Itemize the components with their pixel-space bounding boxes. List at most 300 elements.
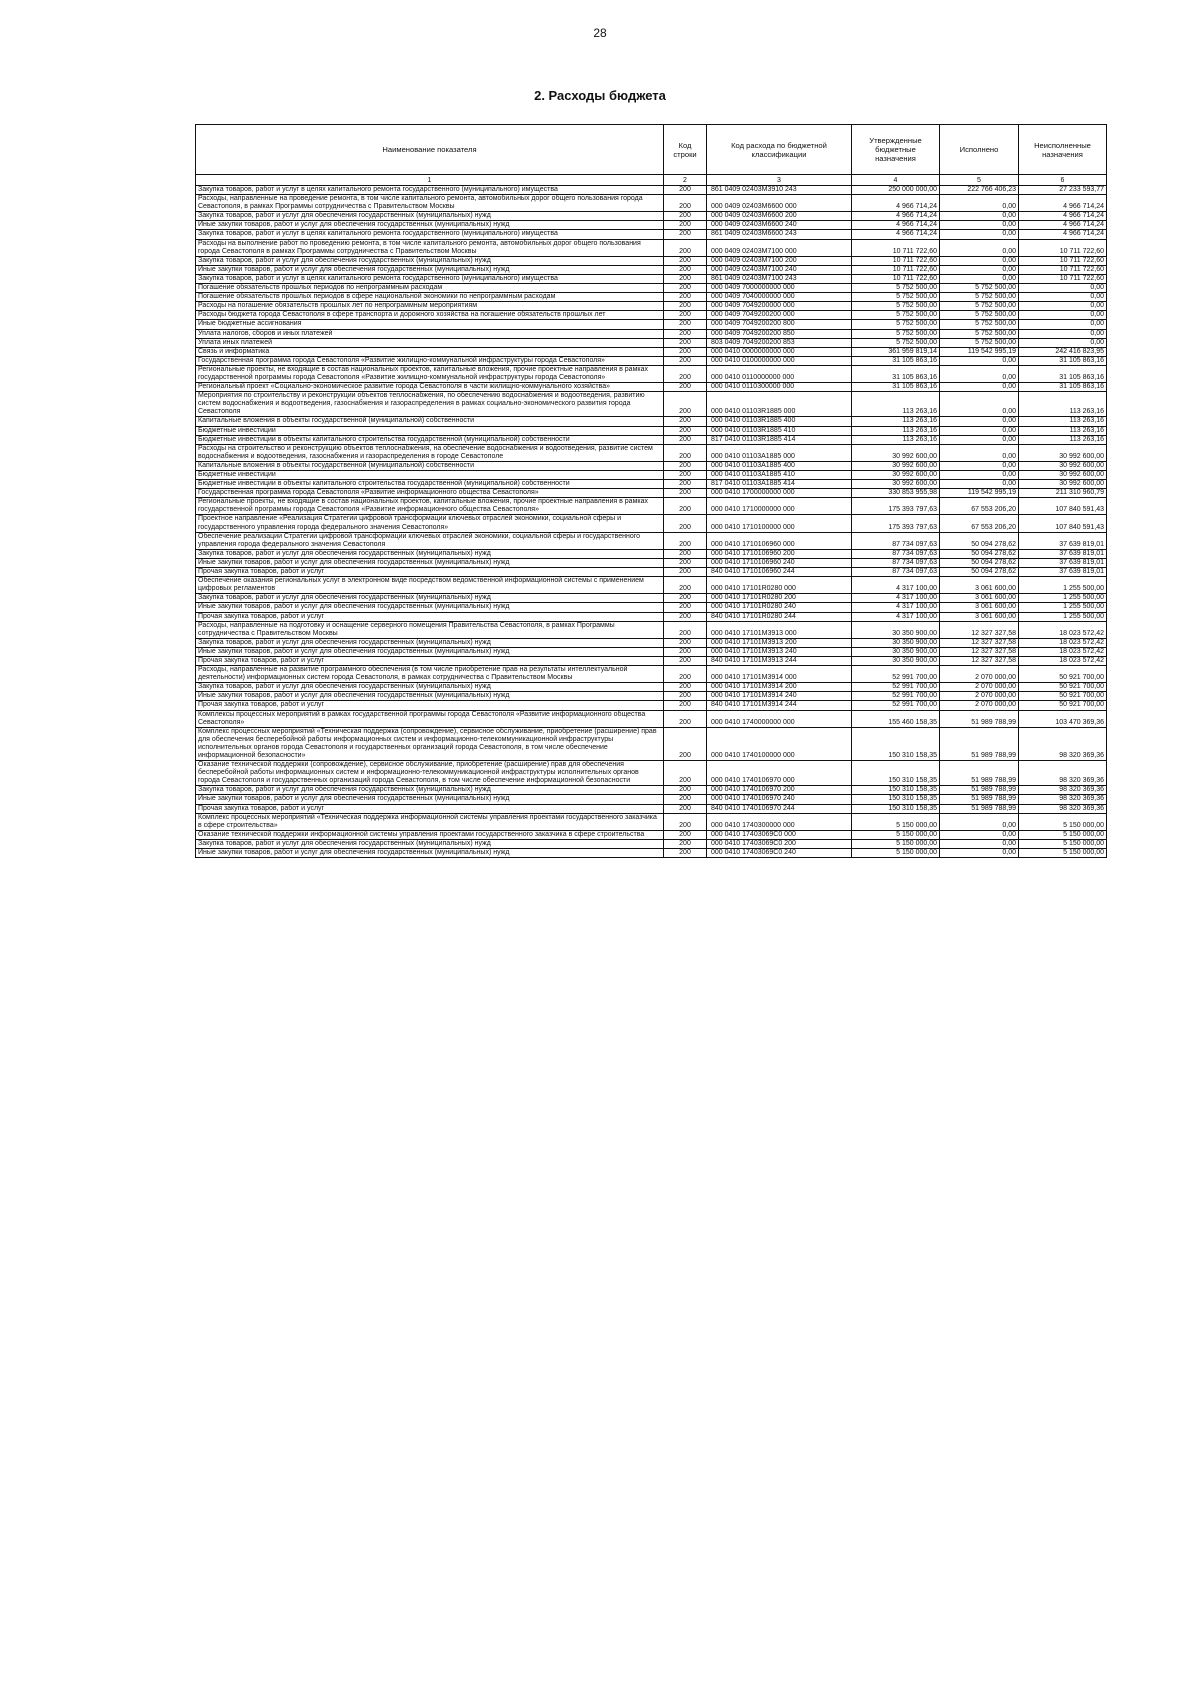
- row-unexecuted: 4 966 714,24: [1019, 230, 1107, 239]
- row-unexecuted: 30 992 600,00: [1019, 480, 1107, 489]
- row-approved: 30 350 900,00: [852, 647, 940, 656]
- row-executed: 5 752 500,00: [940, 293, 1019, 302]
- row-unexecuted: 5 150 000,00: [1019, 849, 1107, 858]
- row-approved: 4 966 714,24: [852, 212, 940, 221]
- row-name: Закупка товаров, работ и услуг в целях капитального ремонта государственного (муниципального) имущества: [196, 230, 664, 239]
- row-code: 200: [664, 612, 707, 621]
- table-row: [196, 612, 1107, 621]
- row-name: Капитальные вложения в объекты государственной (муниципальной) собственности: [196, 417, 664, 426]
- row-approved: 5 150 000,00: [852, 813, 940, 830]
- row-code: 200: [664, 265, 707, 274]
- row-classification-code: 000 0410 01103A1885 400: [707, 461, 852, 470]
- row-code: 200: [664, 435, 707, 444]
- table-row: [196, 347, 1107, 356]
- row-name: Оказание технической поддержки (сопровождение), сервисное обслуживание, приобретение (расширение) прав для обеспечения бесперебойной работы информационных систем и информационно-телекоммуникационной инфраструктуры исполнительных органов города Севастополя и государственных организаций города Севастополя, в том числе обеспечение информационной безопасности: [196, 761, 664, 786]
- row-code: 200: [664, 329, 707, 338]
- row-classification-code: 000 0410 1710106960 000: [707, 532, 852, 549]
- row-code: 200: [664, 444, 707, 461]
- row-classification-code: 000 0410 1700000000 000: [707, 489, 852, 498]
- row-name: Комплекс процессных мероприятий «Техническая поддержка (сопровождение), сервисное обслуживание, приобретение (расширение) прав для обеспечения бесперебойной работы информационных систем и информационно-телекоммуникационной инфраструктуры исполнительных органов города Севастополя и государственных организаций города Севастополя, в том числе обеспечение информационной безопасности»: [196, 727, 664, 760]
- header-budget-classification-code: Код расхода по бюджетной классификации: [707, 125, 852, 175]
- table-row: [196, 603, 1107, 612]
- table-row: [196, 417, 1107, 426]
- row-unexecuted: 50 921 700,00: [1019, 666, 1107, 683]
- row-executed: 3 061 600,00: [940, 603, 1019, 612]
- row-approved: 30 992 600,00: [852, 480, 940, 489]
- row-executed: 5 752 500,00: [940, 284, 1019, 293]
- row-code: 200: [664, 347, 707, 356]
- table-row: [196, 293, 1107, 302]
- row-code: 200: [664, 311, 707, 320]
- table-row: [196, 701, 1107, 710]
- row-approved: 150 310 158,35: [852, 804, 940, 813]
- row-classification-code: 000 0410 1740106970 200: [707, 786, 852, 795]
- row-classification-code: 000 0409 02403M7100 200: [707, 256, 852, 265]
- row-classification-code: 861 0409 02403M7100 243: [707, 274, 852, 283]
- row-name: Закупка товаров, работ и услуг для обеспечения государственных (муниципальных) нужд: [196, 594, 664, 603]
- row-name: Расходы на погашение обязательств прошлых лет по непрограммным мероприятиям: [196, 302, 664, 311]
- row-approved: 30 992 600,00: [852, 461, 940, 470]
- row-code: 200: [664, 239, 707, 256]
- row-unexecuted: 107 840 591,43: [1019, 498, 1107, 515]
- row-classification-code: 000 0410 1710106960 240: [707, 558, 852, 567]
- row-code: 200: [664, 302, 707, 311]
- row-name: Прочая закупка товаров, работ и услуг: [196, 568, 664, 577]
- row-executed: 0,00: [940, 265, 1019, 274]
- row-classification-code: 000 0410 17101M3913 240: [707, 647, 852, 656]
- row-unexecuted: 0,00: [1019, 338, 1107, 347]
- row-code: 200: [664, 621, 707, 638]
- row-code: 200: [664, 221, 707, 230]
- row-unexecuted: 31 105 863,16: [1019, 383, 1107, 392]
- row-name: Обеспечение оказания региональных услуг в электронном виде посредством ведомственной информационной системы с применением цифровых регламентов: [196, 577, 664, 594]
- row-code: 200: [664, 594, 707, 603]
- row-code: 200: [664, 230, 707, 239]
- row-code: 200: [664, 489, 707, 498]
- row-name: Государственная программа города Севастополя «Развитие жилищно-коммунальной инфраструктуры города Севастополя»: [196, 356, 664, 365]
- row-executed: 0,00: [940, 461, 1019, 470]
- row-code: 200: [664, 710, 707, 727]
- row-classification-code: 840 0410 17101R0280 244: [707, 612, 852, 621]
- row-unexecuted: 37 639 819,01: [1019, 558, 1107, 567]
- row-classification-code: 000 0409 02403M7100 240: [707, 265, 852, 274]
- table-row: [196, 265, 1107, 274]
- row-classification-code: 803 0409 7049200200 853: [707, 338, 852, 347]
- table-row: [196, 568, 1107, 577]
- row-unexecuted: 30 992 600,00: [1019, 444, 1107, 461]
- row-executed: 0,00: [940, 256, 1019, 265]
- row-approved: 4 966 714,24: [852, 230, 940, 239]
- row-approved: 30 992 600,00: [852, 444, 940, 461]
- row-unexecuted: 0,00: [1019, 302, 1107, 311]
- row-code: 200: [664, 338, 707, 347]
- row-executed: 0,00: [940, 230, 1019, 239]
- row-code: 200: [664, 212, 707, 221]
- row-classification-code: 000 0409 02403M7100 000: [707, 239, 852, 256]
- row-code: 200: [664, 839, 707, 848]
- row-classification-code: 000 0410 1740000000 000: [707, 710, 852, 727]
- row-classification-code: 861 0409 02403M6600 243: [707, 230, 852, 239]
- row-classification-code: 000 0410 01103R1885 410: [707, 426, 852, 435]
- row-executed: 119 542 995,19: [940, 489, 1019, 498]
- row-approved: 4 317 100,00: [852, 612, 940, 621]
- row-code: 200: [664, 426, 707, 435]
- table-row: [196, 212, 1107, 221]
- row-executed: 0,00: [940, 195, 1019, 212]
- row-unexecuted: 1 255 500,00: [1019, 612, 1107, 621]
- row-unexecuted: 31 105 863,16: [1019, 356, 1107, 365]
- row-executed: 5 752 500,00: [940, 329, 1019, 338]
- row-executed: 0,00: [940, 392, 1019, 417]
- table-row: [196, 666, 1107, 683]
- table-row: [196, 444, 1107, 461]
- row-name: Комплекс процессных мероприятий «Техническая поддержка информационной системы управления проектами государственного заказчика в сфере строительства»: [196, 813, 664, 830]
- row-unexecuted: 0,00: [1019, 329, 1107, 338]
- table-row: [196, 274, 1107, 283]
- column-number: 2: [664, 175, 707, 186]
- row-unexecuted: 10 711 722,60: [1019, 274, 1107, 283]
- row-name: Обеспечение реализации Стратегии цифровой трансформации ключевых отраслей экономики, социальной сферы и государственного управления города федерального значения Севастополя: [196, 532, 664, 549]
- row-name: Бюджетные инвестиции в объекты капитального строительства государственной (муниципальной) собственности: [196, 480, 664, 489]
- row-executed: 51 989 788,99: [940, 761, 1019, 786]
- table-row: [196, 839, 1107, 848]
- column-number: 1: [196, 175, 664, 186]
- row-executed: 2 070 000,00: [940, 692, 1019, 701]
- table-row: [196, 761, 1107, 786]
- table-row: [196, 311, 1107, 320]
- row-code: 200: [664, 568, 707, 577]
- row-code: 200: [664, 647, 707, 656]
- column-number: 3: [707, 175, 852, 186]
- row-unexecuted: 5 150 000,00: [1019, 839, 1107, 848]
- row-approved: 4 317 100,00: [852, 603, 940, 612]
- row-approved: 4 966 714,24: [852, 195, 940, 212]
- row-approved: 87 734 097,63: [852, 549, 940, 558]
- row-executed: 50 094 278,62: [940, 568, 1019, 577]
- row-executed: 0,00: [940, 426, 1019, 435]
- row-approved: 150 310 158,35: [852, 795, 940, 804]
- row-code: 200: [664, 701, 707, 710]
- row-executed: 0,00: [940, 383, 1019, 392]
- row-classification-code: 817 0410 01103A1885 414: [707, 480, 852, 489]
- row-executed: 67 553 206,20: [940, 498, 1019, 515]
- row-unexecuted: 31 105 863,16: [1019, 365, 1107, 382]
- column-number: 5: [940, 175, 1019, 186]
- row-code: 200: [664, 666, 707, 683]
- row-classification-code: 000 0410 1740100000 000: [707, 727, 852, 760]
- row-unexecuted: 0,00: [1019, 320, 1107, 329]
- row-approved: 5 752 500,00: [852, 320, 940, 329]
- row-name: Закупка товаров, работ и услуг для обеспечения государственных (муниципальных) нужд: [196, 638, 664, 647]
- row-approved: 30 992 600,00: [852, 471, 940, 480]
- row-executed: 0,00: [940, 444, 1019, 461]
- table-row: [196, 489, 1107, 498]
- row-approved: 330 853 955,98: [852, 489, 940, 498]
- row-approved: 10 711 722,60: [852, 265, 940, 274]
- table-row: [196, 195, 1107, 212]
- section-title: 2. Расходы бюджета: [534, 88, 666, 103]
- table-row: [196, 284, 1107, 293]
- row-unexecuted: 242 416 823,95: [1019, 347, 1107, 356]
- table-row: [196, 532, 1107, 549]
- row-unexecuted: 37 639 819,01: [1019, 532, 1107, 549]
- row-classification-code: 000 0410 01103R1885 000: [707, 392, 852, 417]
- row-executed: 0,00: [940, 365, 1019, 382]
- row-executed: 50 094 278,62: [940, 532, 1019, 549]
- row-classification-code: 000 0409 7049200000 000: [707, 302, 852, 311]
- table-row: [196, 849, 1107, 858]
- row-unexecuted: 50 921 700,00: [1019, 701, 1107, 710]
- row-name: Иные бюджетные ассигнования: [196, 320, 664, 329]
- table-row: [196, 727, 1107, 760]
- row-unexecuted: 103 470 369,36: [1019, 710, 1107, 727]
- row-unexecuted: 27 233 593,77: [1019, 186, 1107, 195]
- row-code: 200: [664, 638, 707, 647]
- row-unexecuted: 0,00: [1019, 293, 1107, 302]
- row-unexecuted: 10 711 722,60: [1019, 239, 1107, 256]
- row-unexecuted: 50 921 700,00: [1019, 683, 1107, 692]
- table-row: [196, 638, 1107, 647]
- table-row: [196, 392, 1107, 417]
- row-code: 200: [664, 549, 707, 558]
- row-unexecuted: 18 023 572,42: [1019, 621, 1107, 638]
- row-name: Оказание технической поддержки информационной системы управления проектами государственного заказчика в сфере строительства: [196, 830, 664, 839]
- table-row: [196, 710, 1107, 727]
- row-unexecuted: 113 263,16: [1019, 417, 1107, 426]
- row-executed: 67 553 206,20: [940, 515, 1019, 532]
- row-executed: 0,00: [940, 849, 1019, 858]
- row-approved: 150 310 158,35: [852, 786, 940, 795]
- row-executed: 222 766 406,23: [940, 186, 1019, 195]
- row-name: Иные закупки товаров, работ и услуг для обеспечения государственных (муниципальных) нужд: [196, 692, 664, 701]
- row-approved: 361 959 819,14: [852, 347, 940, 356]
- row-code: 200: [664, 692, 707, 701]
- row-executed: 3 061 600,00: [940, 594, 1019, 603]
- row-code: 200: [664, 532, 707, 549]
- row-code: 200: [664, 365, 707, 382]
- row-code: 200: [664, 830, 707, 839]
- row-executed: 0,00: [940, 221, 1019, 230]
- row-approved: 150 310 158,35: [852, 761, 940, 786]
- row-approved: 175 393 797,63: [852, 498, 940, 515]
- row-classification-code: 817 0410 01103R1885 414: [707, 435, 852, 444]
- row-name: Проектное направление «Реализация Стратегии цифровой трансформации ключевых отраслей экономики, социальной сферы и государственного управления города федерального значения Севастополя»: [196, 515, 664, 532]
- row-unexecuted: 4 966 714,24: [1019, 195, 1107, 212]
- row-approved: 175 393 797,63: [852, 515, 940, 532]
- row-code: 200: [664, 761, 707, 786]
- column-number: 4: [852, 175, 940, 186]
- row-name: Расходы на выполнение работ по проведению ремонта, в том числе капитального ремонта, автомобильных дорог общего пользования города Севастополя в рамках Программы сотрудничества с Правительством Москвы: [196, 239, 664, 256]
- table-header-row: [196, 125, 1107, 175]
- row-approved: 4 317 100,00: [852, 594, 940, 603]
- row-unexecuted: 98 320 369,36: [1019, 761, 1107, 786]
- row-name: Расходы, направленные на проведение ремонта, в том числе капитального ремонта, автомобильных дорог общего пользования города Севастополя, в рамках Программы сотрудничества с Правительством Москвы: [196, 195, 664, 212]
- row-name: Расходы бюджета города Севастополя в сфере транспорта и дорожного хозяйства на погашение обязательств прошлых лет: [196, 311, 664, 320]
- row-classification-code: 000 0409 7040000000 000: [707, 293, 852, 302]
- row-approved: 10 711 722,60: [852, 239, 940, 256]
- row-executed: 0,00: [940, 212, 1019, 221]
- row-approved: 113 263,16: [852, 417, 940, 426]
- row-name: Закупка товаров, работ и услуг для обеспечения государственных (муниципальных) нужд: [196, 786, 664, 795]
- row-approved: 52 991 700,00: [852, 666, 940, 683]
- table-row: [196, 577, 1107, 594]
- row-approved: 87 734 097,63: [852, 558, 940, 567]
- row-approved: 113 263,16: [852, 392, 940, 417]
- row-classification-code: 840 0410 1710106960 244: [707, 568, 852, 577]
- row-executed: 51 989 788,99: [940, 710, 1019, 727]
- row-approved: 10 711 722,60: [852, 274, 940, 283]
- row-classification-code: 000 0410 0110300000 000: [707, 383, 852, 392]
- row-classification-code: 000 0409 7049200200 000: [707, 311, 852, 320]
- row-approved: 10 711 722,60: [852, 256, 940, 265]
- row-approved: 5 752 500,00: [852, 293, 940, 302]
- table-row: [196, 515, 1107, 532]
- header-unexecuted-appropriations: Неисполненные назначения: [1019, 125, 1107, 175]
- row-name: Региональные проекты, не входящие в состав национальных проектов, капитальные вложения, прочие проектные направления в рамках государственной программы города Севастополя «Развитие информационного общества Севастополя»: [196, 498, 664, 515]
- row-approved: 5 752 500,00: [852, 338, 940, 347]
- row-name: Закупка товаров, работ и услуг в целях капитального ремонта государственного (муниципального) имущества: [196, 186, 664, 195]
- row-classification-code: 000 0409 7000000000 000: [707, 284, 852, 293]
- row-approved: 5 752 500,00: [852, 302, 940, 311]
- table-row: [196, 683, 1107, 692]
- row-approved: 52 991 700,00: [852, 701, 940, 710]
- column-number: 6: [1019, 175, 1107, 186]
- row-name: Иные закупки товаров, работ и услуг для обеспечения государственных (муниципальных) нужд: [196, 647, 664, 656]
- row-executed: 51 989 788,99: [940, 727, 1019, 760]
- row-unexecuted: 107 840 591,43: [1019, 515, 1107, 532]
- row-classification-code: 000 0410 01103A1885 000: [707, 444, 852, 461]
- row-code: 200: [664, 813, 707, 830]
- row-unexecuted: 98 320 369,36: [1019, 727, 1107, 760]
- row-name: Капитальные вложения в объекты государственной (муниципальной) собственности: [196, 461, 664, 470]
- row-classification-code: 000 0410 0110000000 000: [707, 365, 852, 382]
- row-unexecuted: 5 150 000,00: [1019, 813, 1107, 830]
- row-executed: 0,00: [940, 239, 1019, 256]
- row-unexecuted: 113 263,16: [1019, 435, 1107, 444]
- row-executed: 0,00: [940, 813, 1019, 830]
- row-name: Иные закупки товаров, работ и услуг для обеспечения государственных (муниципальных) нужд: [196, 265, 664, 274]
- row-code: 200: [664, 603, 707, 612]
- row-unexecuted: 18 023 572,42: [1019, 638, 1107, 647]
- row-name: Расходы, направленные на подготовку и оснащение серверного помещения Правительства Севастополя, в рамках Программы сотрудничества с Правительством Москвы: [196, 621, 664, 638]
- row-name: Закупка товаров, работ и услуг для обеспечения государственных (муниципальных) нужд: [196, 212, 664, 221]
- row-approved: 5 752 500,00: [852, 329, 940, 338]
- row-classification-code: 000 0409 02403M6600 200: [707, 212, 852, 221]
- row-executed: 2 070 000,00: [940, 701, 1019, 710]
- row-classification-code: 000 0410 01103R1885 400: [707, 417, 852, 426]
- row-name: Закупка товаров, работ и услуг для обеспечения государственных (муниципальных) нужд: [196, 256, 664, 265]
- table-row: [196, 329, 1107, 338]
- row-unexecuted: 30 992 600,00: [1019, 461, 1107, 470]
- table-row: [196, 498, 1107, 515]
- row-approved: 30 350 900,00: [852, 656, 940, 665]
- budget-expenses-table-wrapper: [195, 124, 1107, 858]
- row-name: Иные закупки товаров, работ и услуг для обеспечения государственных (муниципальных) нужд: [196, 795, 664, 804]
- row-unexecuted: 4 966 714,24: [1019, 212, 1107, 221]
- row-unexecuted: 5 150 000,00: [1019, 830, 1107, 839]
- page-number: 28: [593, 26, 607, 40]
- row-executed: 5 752 500,00: [940, 320, 1019, 329]
- row-code: 200: [664, 320, 707, 329]
- row-code: 200: [664, 356, 707, 365]
- row-code: 200: [664, 515, 707, 532]
- row-classification-code: 840 0410 17101M3913 244: [707, 656, 852, 665]
- row-executed: 50 094 278,62: [940, 558, 1019, 567]
- header-executed: Исполнено: [940, 125, 1019, 175]
- row-executed: 2 070 000,00: [940, 666, 1019, 683]
- table-row: [196, 256, 1107, 265]
- row-executed: 0,00: [940, 417, 1019, 426]
- row-unexecuted: 1 255 500,00: [1019, 603, 1107, 612]
- row-code: 200: [664, 293, 707, 302]
- row-classification-code: 000 0410 1710106960 200: [707, 549, 852, 558]
- row-code: 200: [664, 274, 707, 283]
- table-row: [196, 692, 1107, 701]
- row-name: Иные закупки товаров, работ и услуг для обеспечения государственных (муниципальных) нужд: [196, 558, 664, 567]
- table-row: [196, 230, 1107, 239]
- row-code: 200: [664, 256, 707, 265]
- row-classification-code: 000 0410 0100000000 000: [707, 356, 852, 365]
- row-code: 200: [664, 417, 707, 426]
- table-row: [196, 239, 1107, 256]
- row-code: 200: [664, 471, 707, 480]
- table-row: [196, 356, 1107, 365]
- row-name: Прочая закупка товаров, работ и услуг: [196, 656, 664, 665]
- row-classification-code: 840 0410 1740106970 244: [707, 804, 852, 813]
- row-unexecuted: 10 711 722,60: [1019, 256, 1107, 265]
- row-code: 200: [664, 498, 707, 515]
- table-row: [196, 594, 1107, 603]
- row-name: Закупка товаров, работ и услуг для обеспечения государственных (муниципальных) нужд: [196, 549, 664, 558]
- table-row: [196, 435, 1107, 444]
- row-approved: 30 350 900,00: [852, 638, 940, 647]
- row-classification-code: 000 0409 7049200200 800: [707, 320, 852, 329]
- row-code: 200: [664, 186, 707, 195]
- table-row: [196, 480, 1107, 489]
- row-classification-code: 000 0410 17403069C0 240: [707, 849, 852, 858]
- row-name: Мероприятия по строительству и реконструкции объектов теплоснабжения, по обеспечению водоснабжения и водоотведения, развитию систем водоснабжения и водоотведения, газоснабжения и газораспределения в рамках социально-экономического развития города Севастополя: [196, 392, 664, 417]
- row-name: Иные закупки товаров, работ и услуг для обеспечения государственных (муниципальных) нужд: [196, 603, 664, 612]
- table-row: [196, 471, 1107, 480]
- table-row: [196, 302, 1107, 311]
- row-executed: 0,00: [940, 356, 1019, 365]
- row-classification-code: 861 0409 02403M3910 243: [707, 186, 852, 195]
- row-executed: 0,00: [940, 471, 1019, 480]
- row-name: Прочая закупка товаров, работ и услуг: [196, 701, 664, 710]
- row-code: 200: [664, 461, 707, 470]
- table-row: [196, 558, 1107, 567]
- row-executed: 12 327 327,58: [940, 638, 1019, 647]
- row-classification-code: 000 0410 17101R0280 240: [707, 603, 852, 612]
- row-approved: 5 150 000,00: [852, 830, 940, 839]
- row-name: Уплата иных платежей: [196, 338, 664, 347]
- row-approved: 52 991 700,00: [852, 692, 940, 701]
- row-name: Бюджетные инвестиции: [196, 426, 664, 435]
- column-number-row: [196, 175, 1107, 186]
- row-classification-code: 000 0409 7049200200 850: [707, 329, 852, 338]
- row-approved: 4 966 714,24: [852, 221, 940, 230]
- row-classification-code: 000 0410 17101M3913 200: [707, 638, 852, 647]
- row-code: 200: [664, 195, 707, 212]
- row-name: Региональные проекты, не входящие в состав национальных проектов, капитальные вложения, прочие проектные направления в рамках государственной программы города Севастополя «Развитие жилищно-коммунальной инфраструктуры города Севастополя»: [196, 365, 664, 382]
- table-row: [196, 221, 1107, 230]
- row-approved: 5 752 500,00: [852, 284, 940, 293]
- table-row: [196, 656, 1107, 665]
- row-executed: 0,00: [940, 435, 1019, 444]
- row-name: Региональный проект «Социально-экономическое развитие города Севастополя в части жилищно-коммунального хозяйства»: [196, 383, 664, 392]
- row-name: Бюджетные инвестиции: [196, 471, 664, 480]
- header-approved-appropriations: Утвержденные бюджетные назначения: [852, 125, 940, 175]
